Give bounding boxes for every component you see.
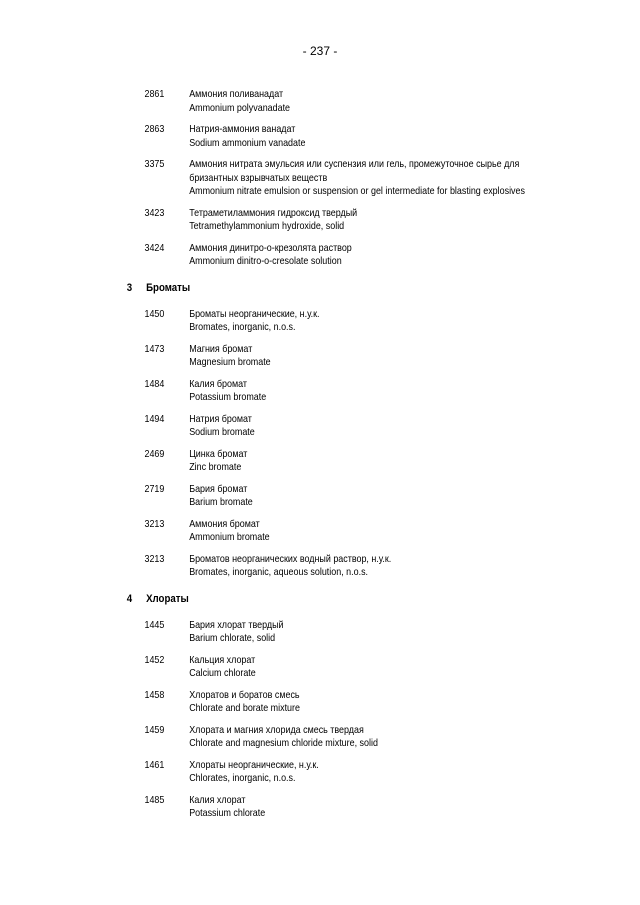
un-entry [0,378,550,405]
entry-description [189,413,533,440]
name-russian: Калия бромат [189,378,247,390]
entry-description [189,483,533,510]
name-english: Chlorate and magnesium chloride mixture, solid [189,738,378,749]
un-entry [0,794,550,821]
un-number: 3213 [144,553,165,565]
name-english: Chlorates, inorganic, n.o.s. [189,773,296,784]
page-number: - 237 - [302,44,338,58]
entry-description [189,207,533,234]
un-number: 3213 [144,518,165,530]
entry-description [189,518,533,545]
un-number: 1445 [144,619,165,631]
un-number: 1484 [144,378,165,390]
un-number: 1458 [144,689,165,701]
name-english: Sodium bromate [189,427,255,438]
name-english: Potassium chlorate [189,808,266,819]
name-english: Magnesium bromate [189,357,271,368]
entry-description [189,378,533,405]
entry-description [189,88,533,115]
document-body [0,88,640,829]
name-english: Barium chlorate, solid [189,633,276,644]
un-entry [0,553,550,580]
entry-description [189,759,533,786]
un-entry [0,724,550,751]
un-number: 2469 [144,448,165,460]
name-russian: Натрия-аммония ванадат [189,124,296,135]
un-number: 3423 [144,207,165,219]
un-entry [0,518,550,545]
entry-description [189,794,533,821]
name-russian: Аммония поливанадат [189,89,284,100]
name-russian: Калия хлорат [189,794,246,806]
name-english: Potassium bromate [189,392,267,403]
un-number: 1494 [144,413,165,425]
un-entry [0,654,550,681]
un-number: 1452 [144,654,165,666]
name-english: Barium bromate [189,497,253,508]
entry-description [189,619,533,646]
un-entry [0,207,550,234]
un-number: 1450 [144,308,165,320]
un-entry [0,308,550,335]
un-number: 2863 [144,124,165,135]
un-number: 2719 [144,483,165,495]
name-english: Ammonium dinitro-o-cresolate solution [189,256,342,267]
un-number: 1461 [144,759,165,771]
entry-description [189,343,533,370]
section-heading [0,593,563,609]
un-number: 3424 [144,242,165,254]
un-number: 1485 [144,794,165,806]
name-russian: Аммония динитро-о-крезолята раствор [189,242,352,254]
un-entry [0,88,550,115]
entry-description [189,654,533,681]
name-english: Zinc bromate [189,462,242,473]
entry-description [189,724,533,751]
section-title: Броматы [146,281,191,294]
un-entry [0,242,550,269]
un-number: 1473 [144,343,165,355]
un-entry [0,123,550,150]
entry-description [189,553,533,580]
name-russian: Аммония бромат [189,518,260,530]
name-russian: Цинка бромат [189,448,248,460]
name-russian: Бария бромат [189,483,248,495]
name-russian: Кальция хлорат [189,654,256,666]
name-russian: Тетраметиламмония гидроксид твердый [189,207,358,219]
name-russian: Броматов неорганических водный раствор, н.у.к. [189,553,392,565]
name-russian: Магния бромат [189,343,253,355]
name-russian: Хлоратов и боратов смесь [189,689,300,701]
un-entry [0,413,550,440]
name-english: Bromates, inorganic, aqueous solution, n.o.s. [189,567,369,578]
name-russian: Аммония нитрата эмульсия или суспензия или гель, промежуточное сырье для бризантных взрывчатых веществ [189,159,520,184]
un-number: 3375 [144,159,165,170]
name-english: Sodium ammonium vanadate [189,137,306,149]
name-russian: Бария хлорат твердый [189,619,284,631]
name-english: Tetramethylammonium hydroxide, solid [189,221,345,232]
un-entry [0,619,550,646]
entry-description [189,308,533,335]
un-entry [0,158,550,199]
un-entry [0,759,550,786]
name-english: Ammonium nitrate emulsion or suspension or gel intermediate for blasting explosives [189,186,525,197]
un-number: 1459 [144,724,165,736]
name-english: Calcium chlorate [189,668,256,679]
entry-description [189,242,533,269]
un-entry [0,483,550,510]
entry-description [189,158,533,199]
entry-description [189,123,533,150]
un-number: 2861 [144,89,165,100]
name-english: Bromates, inorganic, n.o.s. [189,322,296,333]
section-number: 4 [126,592,133,605]
entry-description [189,448,533,475]
name-russian: Натрия бромат [189,413,252,425]
un-entry [0,689,550,716]
name-russian: Хлората и магния хлорида смесь твердая [189,724,364,736]
name-russian: Броматы неорганические, н.у.к. [189,308,320,320]
name-english: Chlorate and borate mixture [189,703,300,714]
section-title: Хлораты [146,592,189,605]
name-english: Ammonium polyvanadate [189,102,291,114]
name-english: Ammonium bromate [189,532,270,543]
un-entry [0,343,550,370]
name-russian: Хлораты неорганические, н.у.к. [189,759,319,771]
section-heading [0,282,563,298]
entry-description [189,689,533,716]
un-entry [0,448,550,475]
section-number: 3 [126,281,133,294]
